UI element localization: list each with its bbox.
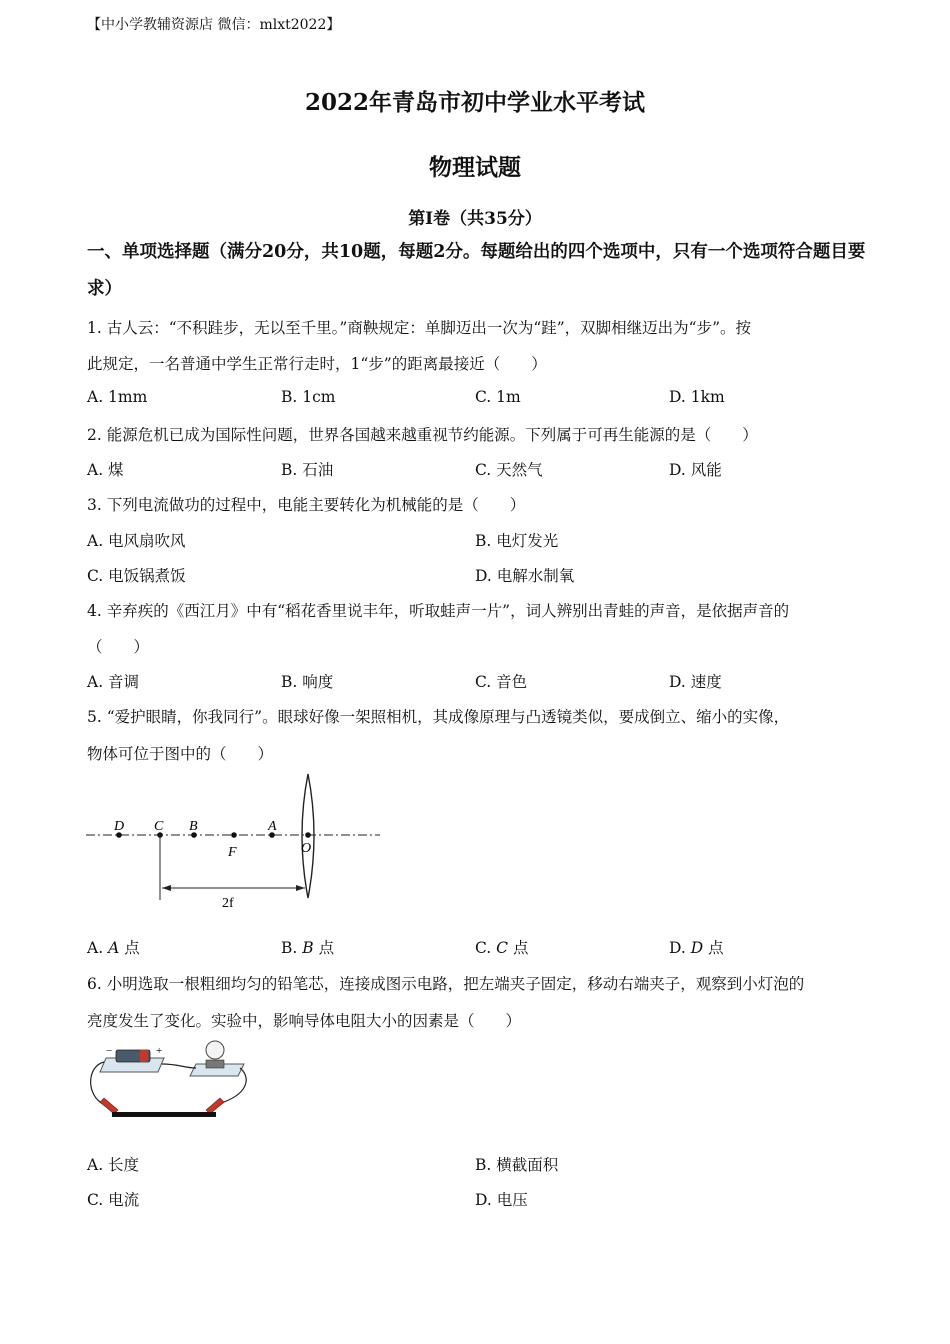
label-c: C bbox=[154, 819, 164, 834]
question-4-stem-line-1: 4. 辛弃疾的《西江月》中有“稻花香里说丰年，听取蛙声一片”，词人辨别出青蛙的声音，是依据声音的 bbox=[87, 602, 790, 620]
point-o bbox=[305, 832, 311, 838]
question-5-option-c: C. C 点 bbox=[475, 939, 529, 957]
label-o: O bbox=[301, 841, 312, 856]
question-5-option-d: D. D 点 bbox=[669, 939, 724, 957]
pencil-lead bbox=[112, 1112, 216, 1117]
question-5-option-b: B. B 点 bbox=[281, 939, 335, 957]
question-1-option-d: D. 1km bbox=[669, 388, 725, 406]
question-4-option-a: A. 音调 bbox=[87, 673, 140, 691]
question-6-option-d: D. 电压 bbox=[475, 1191, 528, 1209]
question-4-option-c: C. 音色 bbox=[475, 673, 528, 691]
question-6-stem-line-1: 6. 小明选取一根粗细均匀的铅笔芯，连接成图示电路，把左端夹子固定，移动右端夹子，观察到小灯泡的 bbox=[87, 975, 805, 993]
question-3-stem: 3. 下列电流做功的过程中，电能主要转化为机械能的是（ ） bbox=[87, 496, 526, 514]
question-5-stem-line-2: 物体可位于图中的（ ） bbox=[87, 745, 274, 763]
label-b: B bbox=[189, 819, 198, 834]
question-3-option-c: C. 电饭锅煮饭 bbox=[87, 567, 186, 585]
right-clip-icon bbox=[206, 1098, 224, 1114]
question-2-option-b: B. 石油 bbox=[281, 461, 334, 479]
label-a: A bbox=[268, 819, 277, 834]
question-2-option-d: D. 风能 bbox=[669, 461, 722, 479]
question-1-option-b: B. 1cm bbox=[281, 388, 336, 406]
question-1-stem-line-2: 此规定，一名普通中学生正常行走时，1“步”的距离最接近（ ） bbox=[87, 355, 547, 373]
point-f bbox=[231, 832, 237, 838]
lightbulb-icon bbox=[206, 1041, 224, 1059]
part-title: 第I卷（共35分） bbox=[408, 209, 542, 229]
subject-title: 物理试题 bbox=[429, 154, 521, 181]
section-title: 一、单项选择题（满分20分，共10题，每题2分。每题给出的四个选项中，只有一个选项符合题目要求） bbox=[87, 242, 866, 299]
question-5-stem-line-1: 5. “爱护眼睛，你我同行”。眼球好像一架照相机，其成像原理与凸透镜类似，要成倒立、缩小的实像， bbox=[87, 708, 790, 726]
wire-middle bbox=[162, 1064, 196, 1068]
circuit-diagram bbox=[84, 1036, 254, 1131]
question-4-option-b: B. 响度 bbox=[281, 673, 334, 691]
header-note: 【中小学教辅资源店 微信：mlxt2022】 bbox=[87, 17, 341, 33]
question-5-option-a: A. A 点 bbox=[87, 939, 140, 957]
left-clip-icon bbox=[100, 1098, 118, 1114]
question-1-stem-line-1: 1. 古人云：“不积跬步，无以至千里。”商鞅规定：单脚迈出一次为“跬”，双脚相继迈出为“步”。按 bbox=[87, 319, 752, 337]
battery-terminal bbox=[140, 1050, 148, 1062]
question-1-option-a: A. 1mm bbox=[87, 388, 148, 406]
question-2-stem: 2. 能源危机已成为国际性问题，世界各国越来越重视节约能源。下列属于可再生能源的是（ ） bbox=[87, 426, 758, 444]
question-1-option-c: C. 1m bbox=[475, 388, 521, 406]
question-6-option-b: B. 横截面积 bbox=[475, 1156, 559, 1174]
battery-plus-label: + bbox=[156, 1045, 163, 1057]
question-6-option-c: C. 电流 bbox=[87, 1191, 140, 1209]
question-3-option-b: B. 电灯发光 bbox=[475, 532, 559, 550]
question-3-option-d: D. 电解水制氧 bbox=[475, 567, 575, 585]
battery-minus-label: − bbox=[106, 1045, 113, 1057]
arrow-left-icon bbox=[162, 885, 171, 891]
lens-diagram bbox=[84, 770, 384, 915]
label-two-f: 2f bbox=[222, 896, 234, 911]
question-4-stem-line-2: （ ） bbox=[87, 638, 150, 656]
arrow-right-icon bbox=[296, 885, 305, 891]
label-f: F bbox=[228, 845, 237, 860]
question-6-option-a: A. 长度 bbox=[87, 1156, 140, 1174]
question-6-stem-line-2: 亮度发生了变化。实验中，影响导体电阻大小的因素是（ ） bbox=[87, 1012, 522, 1030]
label-d: D bbox=[114, 819, 125, 834]
question-4-option-d: D. 速度 bbox=[669, 673, 722, 691]
question-2-option-c: C. 天然气 bbox=[475, 461, 543, 479]
question-2-option-a: A. 煤 bbox=[87, 461, 124, 479]
lamp-socket bbox=[206, 1060, 224, 1068]
question-3-option-a: A. 电风扇吹风 bbox=[87, 532, 186, 550]
exam-title: 2022年青岛市初中学业水平考试 bbox=[304, 89, 645, 116]
